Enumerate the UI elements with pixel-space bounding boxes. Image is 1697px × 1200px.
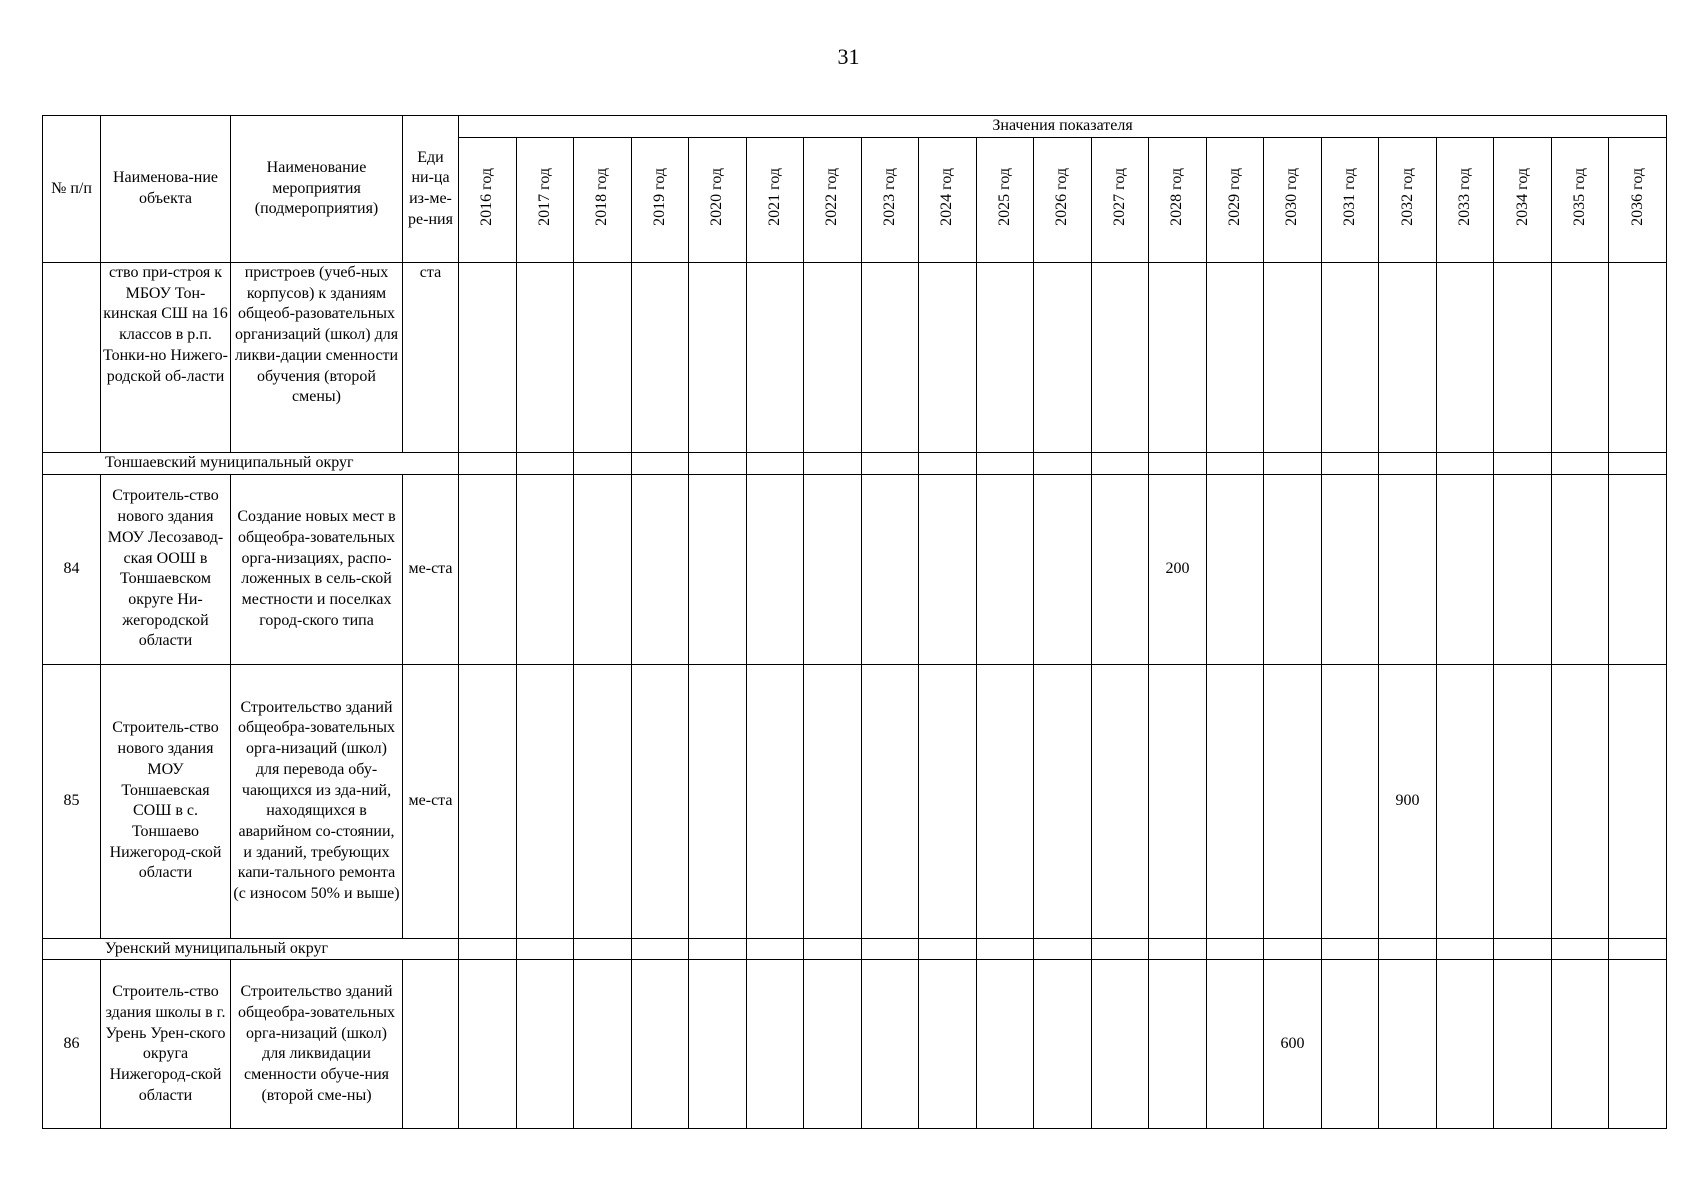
table-row-86	[43, 960, 1667, 1129]
cell-year-2024	[919, 474, 977, 664]
cell-year-2036	[1609, 938, 1667, 960]
cell-year-2030	[1264, 474, 1322, 664]
cell-unit: ме-ста	[403, 474, 459, 664]
header-year-label: 2027 год	[1110, 167, 1128, 226]
cell-year-2023	[861, 938, 919, 960]
cell-year-2019	[631, 474, 689, 664]
header-year-label: 2020 год	[708, 167, 726, 226]
cell-year-2026	[1034, 453, 1092, 475]
header-year-cell	[746, 138, 804, 263]
header-year-cell	[804, 138, 862, 263]
cell-year-2028: 200	[1149, 474, 1207, 664]
cell-year-2030	[1264, 263, 1322, 453]
header-year-cell	[1609, 138, 1667, 263]
cell-year-2017	[516, 960, 574, 1129]
cell-year-2023	[861, 453, 919, 475]
cell-year-2020	[689, 474, 747, 664]
header-year-label: 2032 год	[1398, 167, 1416, 226]
header-num: № п/п	[43, 116, 101, 263]
cell-year-2024	[919, 453, 977, 475]
cell-year-2034	[1494, 453, 1552, 475]
cell-year-2027	[1091, 938, 1149, 960]
header-values-group: Значения показателя	[459, 116, 1667, 138]
cell-num: 85	[43, 664, 101, 938]
cell-year-2022	[804, 453, 862, 475]
header-year-cell	[574, 138, 632, 263]
header-year-cell	[1091, 138, 1149, 263]
cell-year-2034	[1494, 960, 1552, 1129]
cell-year-2016	[459, 938, 517, 960]
cell-unit: ме-ста	[403, 664, 459, 938]
cell-year-2018	[574, 938, 632, 960]
cell-year-2033	[1436, 474, 1494, 664]
section-row-tonshaevsky	[43, 453, 1667, 475]
cell-year-2022	[804, 960, 862, 1129]
cell-year-2019	[631, 960, 689, 1129]
cell-year-2035	[1551, 453, 1609, 475]
header-year-label: 2024 год	[938, 167, 956, 226]
header-year-label: 2016 год	[478, 167, 496, 226]
header-year-label: 2028 год	[1168, 167, 1186, 226]
cell-year-2016	[459, 960, 517, 1129]
cell-year-2035	[1551, 960, 1609, 1129]
cell-year-2033	[1436, 263, 1494, 453]
cell-year-2024	[919, 938, 977, 960]
cell-year-2016	[459, 263, 517, 453]
cell-year-2027	[1091, 960, 1149, 1129]
cell-year-2035	[1551, 263, 1609, 453]
cell-year-2028	[1149, 664, 1207, 938]
cell-year-2033	[1436, 960, 1494, 1129]
cell-year-2018	[574, 263, 632, 453]
header-year-label: 2026 год	[1053, 167, 1071, 226]
cell-year-2018	[574, 960, 632, 1129]
cell-year-2021	[746, 474, 804, 664]
cell-year-2029	[1206, 960, 1264, 1129]
cell-unit	[403, 960, 459, 1129]
cell-year-2025	[976, 664, 1034, 938]
cell-year-2031	[1321, 938, 1379, 960]
indicators-table	[42, 115, 1667, 1129]
cell-year-2024	[919, 664, 977, 938]
header-year-label: 2017 год	[535, 167, 553, 226]
cell-year-2017	[516, 664, 574, 938]
cell-year-2016	[459, 474, 517, 664]
cell-event: Создание новых мест в общеобра-зовательных орга-низациях, распо-ложенных в сель-ской местности и поселках город-ского типа	[231, 474, 403, 664]
cell-year-2021	[746, 960, 804, 1129]
cell-year-2023	[861, 263, 919, 453]
cell-year-2018	[574, 474, 632, 664]
header-year-cell	[516, 138, 574, 263]
cell-year-2033	[1436, 664, 1494, 938]
header-year-label: 2035 год	[1571, 167, 1589, 226]
header-year-label: 2031 год	[1340, 167, 1358, 226]
cell-year-2022	[804, 263, 862, 453]
cell-year-2020	[689, 263, 747, 453]
cell-year-2036	[1609, 263, 1667, 453]
cell-year-2021	[746, 453, 804, 475]
cell-year-2028	[1149, 960, 1207, 1129]
cell-year-2032: 900	[1379, 664, 1437, 938]
cell-unit: ста	[403, 263, 459, 453]
header-year-cell	[976, 138, 1034, 263]
header-year-cell	[1034, 138, 1092, 263]
header-year-label: 2030 год	[1283, 167, 1301, 226]
cell-year-2028	[1149, 263, 1207, 453]
header-object: Наименова-ние объекта	[101, 116, 231, 263]
header-year-label: 2023 год	[880, 167, 898, 226]
cell-year-2031	[1321, 263, 1379, 453]
cell-num: 86	[43, 960, 101, 1129]
cell-year-2035	[1551, 474, 1609, 664]
header-year-label: 2018 год	[593, 167, 611, 226]
cell-year-2023	[861, 474, 919, 664]
cell-object: ство при-строя к МБОУ Тон-кинская СШ на 16 классов в р.п. Тонки-но Нижего-родской об-ласти	[101, 263, 231, 453]
cell-year-2026	[1034, 263, 1092, 453]
cell-year-2035	[1551, 664, 1609, 938]
cell-year-2034	[1494, 474, 1552, 664]
cell-year-2026	[1034, 474, 1092, 664]
cell-year-2017	[516, 938, 574, 960]
header-year-cell	[861, 138, 919, 263]
cell-year-2031	[1321, 453, 1379, 475]
cell-year-2020	[689, 453, 747, 475]
cell-year-2019	[631, 664, 689, 938]
cell-year-2027	[1091, 263, 1149, 453]
cell-year-2029	[1206, 453, 1264, 475]
cell-year-2019	[631, 938, 689, 960]
cell-year-2017	[516, 453, 574, 475]
cell-year-2022	[804, 664, 862, 938]
cell-year-2034	[1494, 938, 1552, 960]
section-title: Тоншаевский муниципальный округ	[43, 453, 459, 475]
cell-object: Строитель-ство здания школы в г. Урень Урен-ского округа Нижегород-ской области	[101, 960, 231, 1129]
header-year-cell	[1149, 138, 1207, 263]
page-number: 31	[837, 44, 860, 69]
cell-year-2021	[746, 938, 804, 960]
cell-year-2031	[1321, 960, 1379, 1129]
cell-year-2031	[1321, 664, 1379, 938]
header-year-cell	[1494, 138, 1552, 263]
cell-year-2036	[1609, 664, 1667, 938]
cell-year-2032	[1379, 474, 1437, 664]
header-year-cell	[1436, 138, 1494, 263]
header-year-label: 2019 год	[650, 167, 668, 226]
cell-year-2033	[1436, 938, 1494, 960]
header-year-cell	[919, 138, 977, 263]
cell-year-2021	[746, 263, 804, 453]
header-unit: Еди ни-ца из-ме-ре-ния	[403, 116, 459, 263]
cell-year-2025	[976, 960, 1034, 1129]
header-row-top	[43, 116, 1667, 138]
cell-year-2022	[804, 474, 862, 664]
cell-year-2024	[919, 263, 977, 453]
header-year-label: 2029 год	[1225, 167, 1243, 226]
cell-year-2029	[1206, 474, 1264, 664]
cell-year-2032	[1379, 960, 1437, 1129]
cell-year-2032	[1379, 453, 1437, 475]
cell-year-2029	[1206, 263, 1264, 453]
cell-year-2024	[919, 960, 977, 1129]
cell-year-2027	[1091, 664, 1149, 938]
cell-year-2018	[574, 453, 632, 475]
cell-year-2023	[861, 664, 919, 938]
cell-year-2019	[631, 453, 689, 475]
cell-year-2025	[976, 474, 1034, 664]
table-row-continued	[43, 263, 1667, 453]
cell-year-2026	[1034, 664, 1092, 938]
header-year-cell	[1321, 138, 1379, 263]
cell-year-2036	[1609, 960, 1667, 1129]
cell-year-2021	[746, 664, 804, 938]
cell-year-2027	[1091, 474, 1149, 664]
cell-year-2035	[1551, 938, 1609, 960]
header-year-cell	[689, 138, 747, 263]
cell-year-2020	[689, 960, 747, 1129]
cell-year-2016	[459, 664, 517, 938]
cell-object: Строитель-ство нового здания МОУ Тоншаевская СОШ в с. Тоншаево Нижегород-ской области	[101, 664, 231, 938]
cell-object: Строитель-ство нового здания МОУ Лесозавод-ская ООШ в Тоншаевском округе Ни-жегородской области	[101, 474, 231, 664]
table-row-85	[43, 664, 1667, 938]
cell-event: пристроев (учеб-ных корпусов) к зданиям общеоб-разовательных организаций (школ) для ликви-дации сменности обучения (второй смены)	[231, 263, 403, 453]
cell-year-2031	[1321, 474, 1379, 664]
header-year-label: 2034 год	[1513, 167, 1531, 226]
header-year-label: 2033 год	[1456, 167, 1474, 226]
cell-year-2028	[1149, 938, 1207, 960]
header-year-label: 2036 год	[1628, 167, 1646, 226]
cell-year-2016	[459, 453, 517, 475]
cell-year-2030: 600	[1264, 960, 1322, 1129]
cell-year-2029	[1206, 664, 1264, 938]
cell-year-2029	[1206, 938, 1264, 960]
cell-year-2019	[631, 263, 689, 453]
cell-event: Строительство зданий общеобра-зовательных орга-низаций (школ) для перевода обу-чающихся из зда-ний, находящихся в аварийном со-стоянии, и зданий, требующих капи-тального ремонта (с износом 50% и выше)	[231, 664, 403, 938]
cell-year-2022	[804, 938, 862, 960]
header-year-cell	[1264, 138, 1322, 263]
cell-event: Строительство зданий общеобра-зовательных орга-низаций (школ) для ликвидации сменности обуче-ния (второй сме-ны)	[231, 960, 403, 1129]
header-year-cell	[1379, 138, 1437, 263]
cell-year-2026	[1034, 938, 1092, 960]
header-year-cell	[1551, 138, 1609, 263]
cell-year-2018	[574, 664, 632, 938]
header-year-label: 2022 год	[823, 167, 841, 226]
section-row-urensky	[43, 938, 1667, 960]
cell-year-2017	[516, 474, 574, 664]
cell-year-2026	[1034, 960, 1092, 1129]
header-year-cell	[459, 138, 517, 263]
cell-year-2027	[1091, 453, 1149, 475]
section-title: Уренский муниципальный округ	[43, 938, 459, 960]
cell-year-2034	[1494, 263, 1552, 453]
header-year-label: 2025 год	[995, 167, 1013, 226]
header-year-cell	[631, 138, 689, 263]
cell-year-2025	[976, 453, 1034, 475]
cell-year-2030	[1264, 938, 1322, 960]
cell-year-2025	[976, 263, 1034, 453]
cell-year-2030	[1264, 664, 1322, 938]
cell-num	[43, 263, 101, 453]
cell-year-2020	[689, 938, 747, 960]
cell-year-2028	[1149, 453, 1207, 475]
cell-year-2033	[1436, 453, 1494, 475]
cell-year-2032	[1379, 938, 1437, 960]
cell-year-2025	[976, 938, 1034, 960]
table-row-84	[43, 474, 1667, 664]
cell-year-2032	[1379, 263, 1437, 453]
cell-year-2020	[689, 664, 747, 938]
cell-year-2017	[516, 263, 574, 453]
header-year-label: 2021 год	[765, 167, 783, 226]
cell-num: 84	[43, 474, 101, 664]
cell-year-2036	[1609, 453, 1667, 475]
header-year-cell	[1206, 138, 1264, 263]
cell-year-2030	[1264, 453, 1322, 475]
header-event: Наименование мероприятия (подмероприятия)	[231, 116, 403, 263]
cell-year-2023	[861, 960, 919, 1129]
cell-year-2034	[1494, 664, 1552, 938]
cell-year-2036	[1609, 474, 1667, 664]
